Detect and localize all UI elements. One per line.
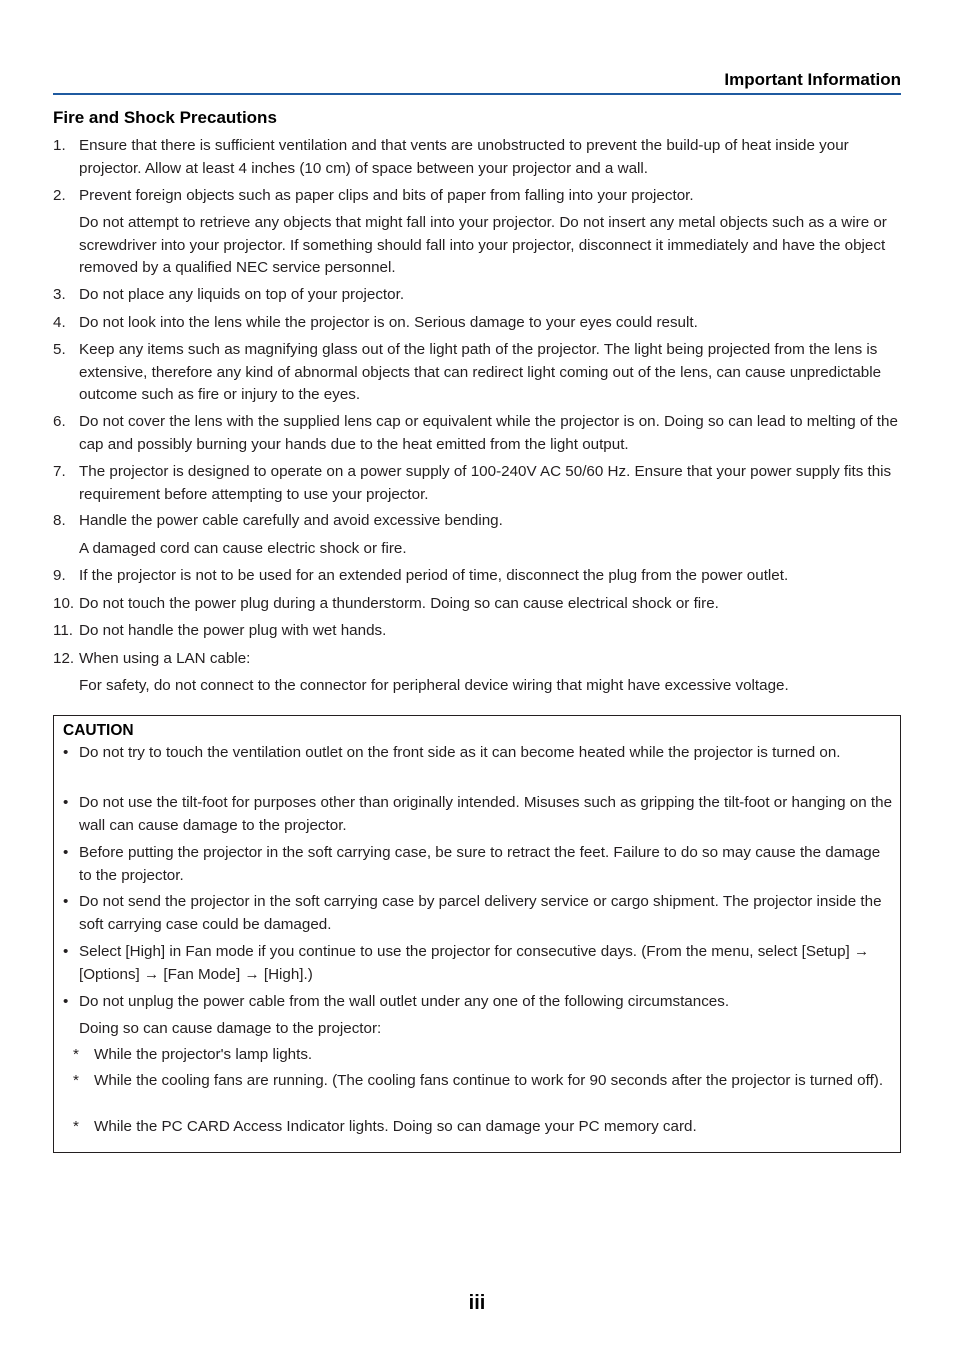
precaution-item (53, 312, 903, 335)
item-number: 7. (53, 463, 66, 480)
caution-bullet (63, 742, 893, 765)
circumstance-text: While the cooling fans are running. (The cooling fans continue to work for 90 seconds after the projector is turned off). (94, 1072, 884, 1089)
item-number: 5. (53, 341, 66, 358)
caution-bullet (63, 891, 893, 936)
bullet-text: Before putting the projector in the soft carrying case, be sure to retract the feet. Failure to do so may cause the damage to the projector. (79, 844, 881, 884)
precaution-item-continuation (53, 675, 903, 698)
item-number: 10. (53, 595, 75, 612)
bullet-text: Doing so can cause damage to the projector: (79, 1020, 382, 1037)
precaution-item-continuation (53, 212, 903, 280)
item-text: When using a LAN cable: (79, 650, 251, 667)
item-text: A damaged cord can cause electric shock or fire. (79, 540, 407, 557)
item-text: Do not look into the lens while the projector is on. Serious damage to your eyes could result. (79, 314, 698, 331)
item-text: Do not attempt to retrieve any objects that might fall into your projector. Do not insert any metal objects such as a wire or screwdriver into your projector. If something should fall into your projector, disconnect it immediately and have the object removed by a qualified NEC service personnel. (79, 214, 887, 276)
precaution-item (53, 648, 903, 671)
bullet-mark: • (63, 993, 69, 1010)
item-number: 8. (53, 512, 66, 529)
precaution-item (53, 411, 903, 456)
circumstance-item (73, 1045, 888, 1065)
circumstance-text: While the projector's lamp lights. (94, 1046, 313, 1063)
asterisk-mark: * (73, 1118, 79, 1135)
item-number: 12. (53, 650, 75, 667)
bullet-mark: • (63, 943, 69, 960)
item-text: The projector is designed to operate on a power supply of 100-240V AC 50/60 Hz. Ensure that your power supply fits this requirement before attempting to use your projector. (79, 463, 892, 503)
item-number: 11. (53, 622, 73, 639)
precaution-item (53, 135, 903, 180)
bullet-text: Do not send the projector in the soft carrying case by parcel delivery service or cargo shipment. The projector inside the soft carrying case could be damaged. (79, 893, 882, 933)
precaution-item (53, 339, 903, 407)
bullet-text: Do not try to touch the ventilation outlet on the front side as it can become heated while the projector is turned on. (79, 744, 841, 761)
item-text: Prevent foreign objects such as paper clips and bits of paper from falling into your projector. (79, 187, 694, 204)
precaution-item (53, 593, 903, 616)
item-number: 4. (53, 314, 66, 331)
bullet-text: Select [High] in Fan mode if you continue to use the projector for consecutive days. (From the menu, select [Setup] → [Options] → [Fan Mode] → [High].) (79, 943, 870, 983)
caution-bullet (63, 842, 893, 887)
circumstance-item (73, 1071, 888, 1091)
item-text: If the projector is not to be used for an extended period of time, disconnect the plug from the power outlet. (79, 567, 789, 584)
circumstance-item (73, 1117, 888, 1137)
caution-bullet (63, 792, 893, 837)
caution-bullet (63, 991, 893, 1014)
item-text: Do not cover the lens with the supplied lens cap or equivalent while the projector is on. Doing so can lead to melting of the cap and possibly burning your hands due to the heat emitted from the light output. (79, 413, 898, 453)
section-title: Fire and Shock Precautions (53, 108, 277, 127)
item-text: For safety, do not connect to the connector for peripheral device wiring that might have excessive voltage. (79, 677, 789, 694)
header-rule (53, 93, 901, 95)
precaution-item (53, 284, 903, 307)
caution-bullet (63, 941, 893, 986)
item-number: 9. (53, 567, 66, 584)
item-text: Ensure that there is sufficient ventilation and that vents are unobstructed to prevent the build-up of heat inside your projector. Allow at least 4 inches (10 cm) of space between your projector and a wall. (79, 137, 849, 177)
precaution-item (53, 620, 903, 643)
bullet-text: Do not unplug the power cable from the wall outlet under any one of the following circumstances. (79, 993, 730, 1010)
precaution-item (53, 185, 903, 208)
item-number: 1. (53, 137, 66, 154)
bullet-mark: • (63, 794, 69, 811)
caution-title: CAUTION (63, 722, 134, 739)
precaution-item-continuation (53, 538, 903, 561)
bullet-mark: • (63, 844, 69, 861)
item-number: 3. (53, 286, 66, 303)
item-text: Do not touch the power plug during a thunderstorm. Doing so can cause electrical shock or fire. (79, 595, 719, 612)
bullet-mark: • (63, 744, 69, 761)
precaution-item (53, 565, 903, 588)
page-number: iii (468, 1292, 486, 1314)
asterisk-mark: * (73, 1046, 79, 1063)
header-title: Important Information (724, 70, 901, 89)
bullet-mark: • (63, 893, 69, 910)
precaution-item (53, 510, 903, 533)
item-text: Handle the power cable carefully and avoid excessive bending. (79, 512, 503, 529)
item-text: Do not handle the power plug with wet hands. (79, 622, 387, 639)
precaution-item (53, 461, 903, 506)
item-number: 2. (53, 187, 66, 204)
asterisk-mark: * (73, 1072, 79, 1089)
item-number: 6. (53, 413, 66, 430)
bullet-text: Do not use the tilt-foot for purposes other than originally intended. Misuses such as gripping the tilt-foot or hanging on the wall can cause damage to the projector. (79, 794, 893, 834)
item-text: Do not place any liquids on top of your projector. (79, 286, 405, 303)
caution-bullet-continuation (63, 1018, 893, 1041)
item-text: Keep any items such as magnifying glass out of the light path of the projector. The light being projected from the lens is extensive, therefore any kind of abnormal objects that can redirect light coming out of the lens, can cause unpredictable outcome such as fire or injury to the eyes. (79, 341, 882, 403)
circumstance-text: While the PC CARD Access Indicator lights. Doing so can damage your PC memory card. (94, 1118, 697, 1135)
